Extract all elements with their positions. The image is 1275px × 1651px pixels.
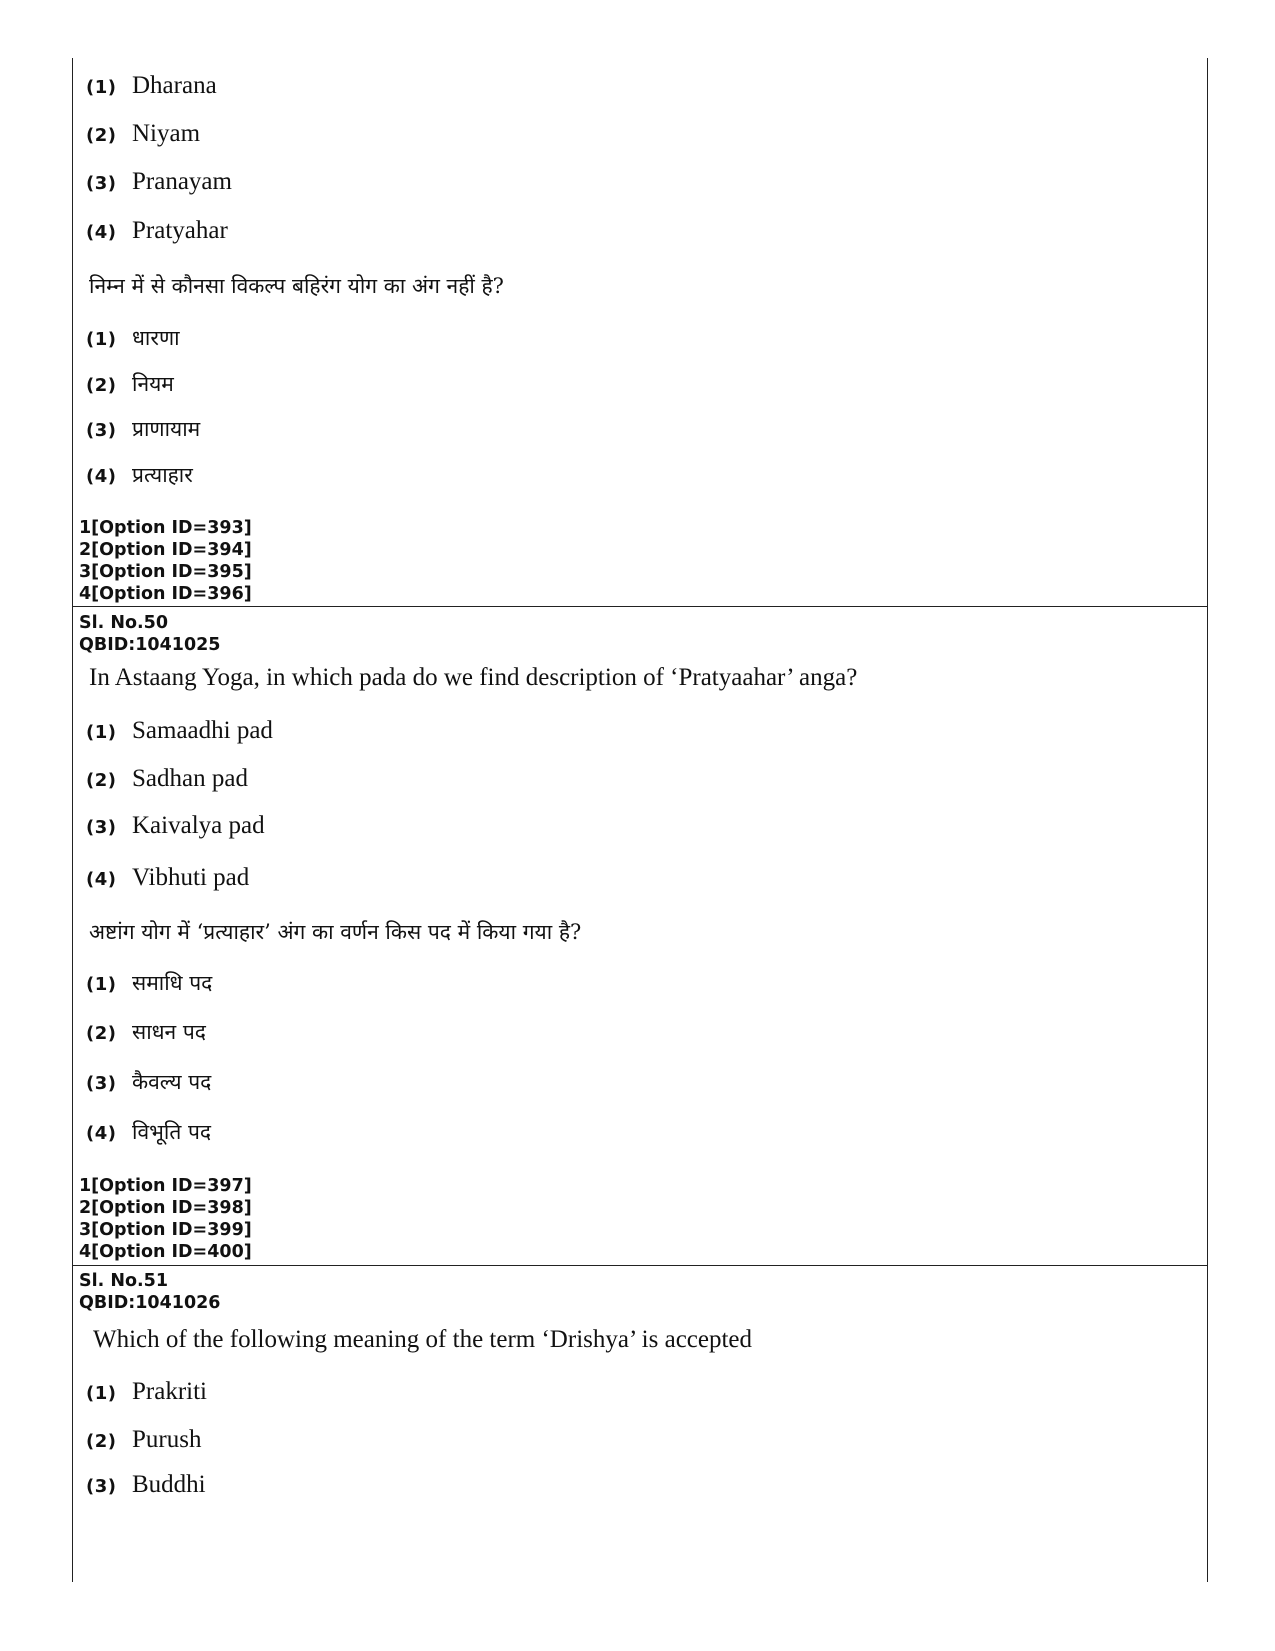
option-id: 1[Option ID=393] — [79, 518, 252, 538]
option-text: नियम — [132, 372, 174, 396]
option-number: (3) — [86, 1073, 117, 1094]
option-text: विभूति पद — [132, 1120, 212, 1144]
q49-option-ids — [79, 517, 252, 605]
question-divider — [73, 606, 1207, 607]
q50-option-2-en — [86, 765, 248, 793]
option-text: Purush — [132, 1426, 202, 1453]
option-number: (3) — [86, 817, 117, 838]
q51-option-3-en — [86, 1471, 206, 1499]
serial-number: Sl. No.51 — [79, 1271, 169, 1291]
option-text: साधन पद — [132, 1020, 206, 1044]
q50-option-1-hi — [86, 969, 212, 997]
q49-option-2-hi — [86, 370, 174, 398]
option-number: (1) — [86, 329, 117, 350]
q49-option-1-hi — [86, 324, 180, 352]
option-number: (1) — [86, 722, 117, 743]
q50-question-hindi: अष्टांग योग में ‘प्रत्याहार’ अंग का वर्णन किस पद में किया गया है? — [89, 920, 582, 944]
option-number: (4) — [86, 1123, 117, 1144]
q49-option-4-hi — [86, 461, 193, 489]
option-text: Dharana — [132, 72, 217, 99]
q51-question-english: Which of the following meaning of the term ‘Drishya’ is accepted — [93, 1326, 753, 1353]
option-text: Samaadhi pad — [132, 717, 273, 744]
serial-number: Sl. No.50 — [79, 613, 169, 633]
option-id: 3[Option ID=399] — [79, 1220, 252, 1240]
option-id: 2[Option ID=398] — [79, 1198, 252, 1218]
option-number: (3) — [86, 173, 117, 194]
option-number: (2) — [86, 1023, 117, 1044]
question-paper-frame — [72, 58, 1208, 1582]
question-divider — [73, 1265, 1207, 1266]
q50-option-3-hi — [86, 1068, 211, 1096]
option-number: (1) — [86, 974, 117, 995]
q51-option-2-en — [86, 1426, 201, 1454]
option-text: Prakriti — [132, 1378, 207, 1405]
q50-meta — [79, 612, 221, 656]
q50-option-ids — [79, 1175, 252, 1263]
question-bank-id: QBID:1041026 — [79, 1293, 221, 1313]
option-number: (2) — [86, 770, 117, 791]
option-id: 1[Option ID=397] — [79, 1176, 252, 1196]
option-text: समाधि पद — [132, 971, 213, 995]
option-number: (4) — [86, 222, 117, 243]
q49-question-hindi: निम्न में से कौनसा विकल्प बहिरंग योग का अंग नहीं है? — [89, 274, 504, 298]
q50-option-4-hi — [86, 1118, 211, 1146]
option-text: Kaivalya pad — [132, 812, 265, 839]
q51-option-1-en — [86, 1378, 207, 1406]
option-number: (1) — [86, 1383, 117, 1404]
option-number: (2) — [86, 375, 117, 396]
option-number: (1) — [86, 77, 117, 98]
option-number: (3) — [86, 420, 117, 441]
q49-option-3-hi — [86, 415, 200, 443]
option-text: प्राणायाम — [132, 417, 201, 441]
option-text: Pratyahar — [132, 217, 228, 244]
option-text: Niyam — [132, 120, 201, 147]
q49-option-1-en — [86, 72, 217, 100]
option-text: प्रत्याहार — [132, 463, 193, 487]
option-text: धारणा — [132, 326, 180, 350]
option-text: Buddhi — [132, 1471, 206, 1498]
option-id: 4[Option ID=400] — [79, 1242, 252, 1262]
option-number: (4) — [86, 466, 117, 487]
option-id: 3[Option ID=395] — [79, 562, 252, 582]
option-id: 2[Option ID=394] — [79, 540, 252, 560]
q49-option-3-en — [86, 168, 232, 196]
q50-question-english: In Astaang Yoga, in which pada do we find description of ‘Pratyaahar’ anga? — [89, 664, 858, 691]
q50-option-4-en — [86, 864, 249, 892]
option-text: Sadhan pad — [132, 765, 248, 792]
option-text: Vibhuti pad — [132, 864, 250, 891]
q50-option-1-en — [86, 717, 273, 745]
option-text: कैवल्य पद — [132, 1070, 212, 1094]
option-number: (2) — [86, 125, 117, 146]
q49-option-4-en — [86, 217, 228, 245]
q50-option-3-en — [86, 812, 265, 840]
question-bank-id: QBID:1041025 — [79, 635, 221, 655]
option-number: (2) — [86, 1431, 117, 1452]
option-number: (4) — [86, 869, 117, 890]
option-id: 4[Option ID=396] — [79, 584, 252, 604]
option-number: (3) — [86, 1476, 117, 1497]
q50-option-2-hi — [86, 1018, 206, 1046]
q51-meta — [79, 1270, 221, 1314]
option-text: Pranayam — [132, 168, 232, 195]
q49-option-2-en — [86, 120, 200, 148]
